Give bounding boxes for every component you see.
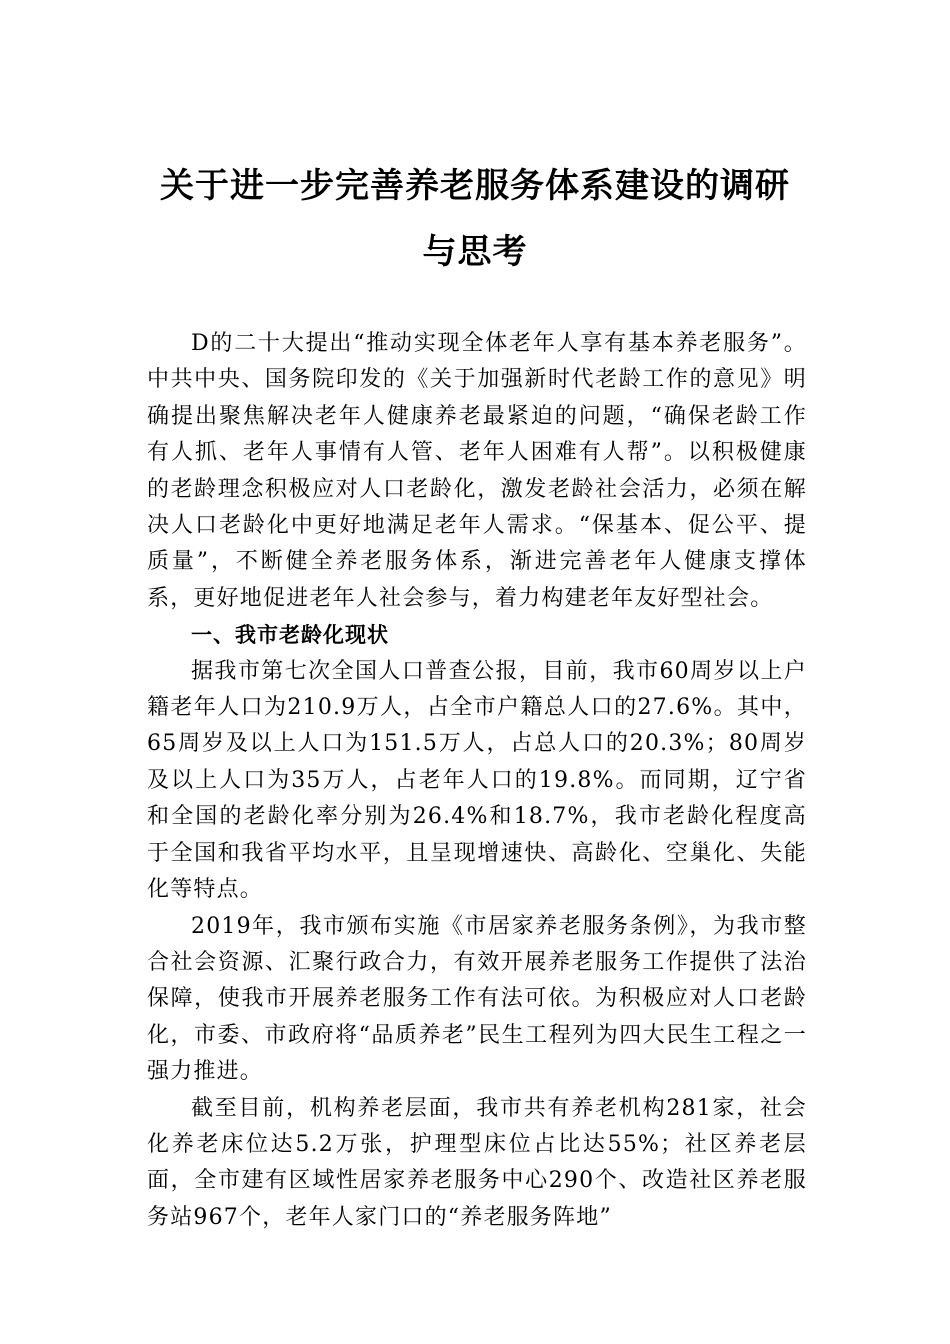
document-body bbox=[147, 326, 807, 1236]
section-heading-1: 一、我市老龄化现状 bbox=[191, 623, 389, 648]
intro-paragraph: D的二十大提出“推动实现全体老年人享有基本养老服务”。中共中央、国务院印发的《关于加强新时代老龄工作的意见》明确提出聚焦解决老年人健康养老最紧迫的问题，“确保老龄工作有人抓、老年人事情有人管、老年人困难有人帮”。以积极健康的老龄理念积极应对人口老龄化，激发老龄社会活力，必须在解决人口老龄化中更好地满足老年人需求。“保基本、促公平、提质量”，不断健全养老服务体系，渐进完善老年人健康支撑体系，更好地促进老年人社会参与，着力构建老年友好型社会。 bbox=[147, 331, 807, 611]
section1-paragraph-2: 2019年，我市颁布实施《市居家养老服务条例》，为我市整合社会资源、汇聚行政合力，有效开展养老服务工作提供了法治保障，使我市开展养老服务工作有法可依。为积极应对人口老龄化，市委、市政府将“品质养老”民生工程列为四大民生工程之一强力推进。 bbox=[147, 913, 807, 1085]
document-title-line-2: 与思考 bbox=[422, 232, 528, 272]
section1-paragraph-1: 据我市第七次全国人口普查公报，目前，我市60周岁以上户籍老年人口为210.9万人，占全市户籍总人口的27.6%。其中，65周岁及以上人口为151.5万人，占总人口的20.3%；80周岁及以上人口为35万人，占老年人口的19.8%。而同期，辽宁省和全国的老龄化率分别为26.4%和18.7%，我市老龄化程度高于全国和我省平均水平，且呈现增速快、高龄化、空巢化、失能化等特点。 bbox=[147, 658, 807, 903]
section1-paragraph-3: 截至目前，机构养老层面，我市共有养老机构281家，社会化养老床位达5.2万张，护理型床位占比达55%；社区养老层面，全市建有区域性居家养老服务中心290个、改造社区养老服务站967个，老年人家门口的“养老服务阵地” bbox=[147, 1095, 807, 1230]
document-title-line-1: 关于进一步完善养老服务体系建设的调研 bbox=[160, 166, 790, 206]
